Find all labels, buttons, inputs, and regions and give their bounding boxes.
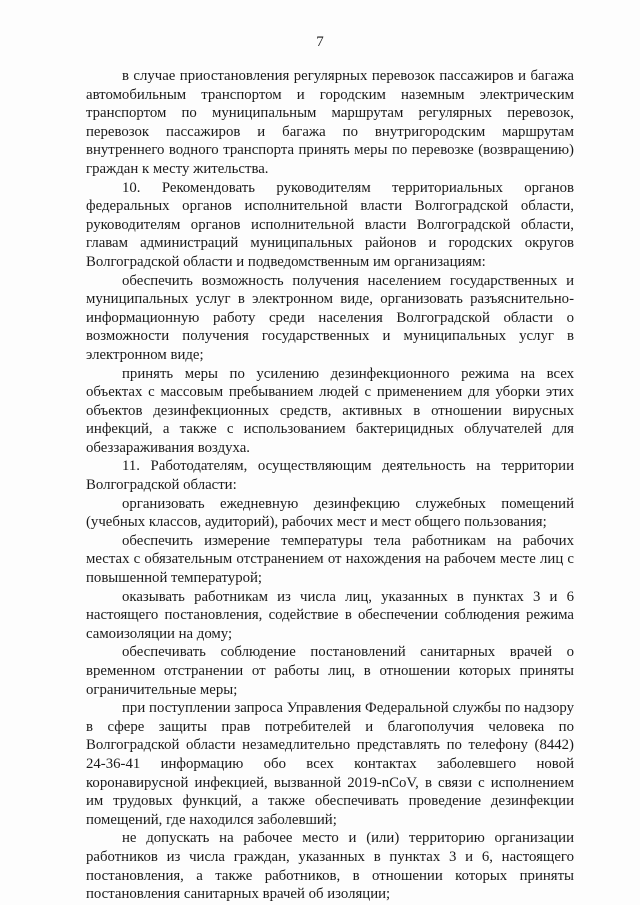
document-body [86,67,574,904]
paragraph-temperature-check: обеспечить измерение температуры тела работникам на рабочих местах с обязательным отстранением от нахождения на рабочем месте лиц с повышенной температурой; [86,532,574,587]
page-number: 7 [316,34,324,50]
paragraph-electronic-services: обеспечить возможность получения населением государственных и муниципальных услуг в электронном виде, организовать разъяснительно-информационную работу среди населения Волгоградской области о возможности получения государственных и муниципальных услуг в электронном виде; [86,272,574,363]
paragraph-disinfection-regime: принять меры по усилению дезинфекционного режима на всех объектах с массовым пребыванием людей с применением для уборки этих объектов дезинфекционных средств, активных в отношении вирусных инфекций, а также с использованием бактерицидных облучателей для обеззараживания воздуха. [86,365,574,456]
paragraph-workplace-access: не допускать на рабочее место и (или) территорию организации работников из числа граждан, указанных в пунктах 3 и 6, настоящего постановления, а также работников, в отношении которых приняты постановления санитарных врачей об изоляции; [86,830,574,903]
paragraph-item-10: 10. Рекомендовать руководителям территориальных органов федеральных органов исполнительной власти Волгоградской области, руководителям органов исполнительной власти Волгоградской области, главам администраций муниципальных районов и городских округов Волгоградской области и подведомственным им организациям: [86,179,574,270]
paragraph-item-11: 11. Работодателям, осуществляющим деятельность на территории Волгоградской области: [86,458,574,494]
paragraph-transport-return: в случае приостановления регулярных перевозок пассажиров и багажа автомобильным транспортом и городским наземным электрическим транспортом по муниципальным маршрутам регулярных перевозок, перевозок пассажиров и багажа по внутригородским маршрутам внутреннего водного транспорта принять меры по перевозке (возвращению) граждан к месту жительства. [86,68,574,177]
paragraph-self-isolation-support: оказывать работникам из числа лиц, указанных в пунктах 3 и 6 настоящего постановления, содействие в обеспечении соблюдения режима самоизоляции на дому; [86,588,574,642]
paragraph-rospotrebnadzor-request: при поступлении запроса Управления Федеральной службы по надзору в сфере защиты прав потребителей и благополучия человека по Волгоградской области незамедлительно представлять по телефону (8442) 24-36-41 информацию обо всех контактах заболевшего новой коронавирусной инфекцией, вызванной 2019-nCoV, в связи с исполнением им трудовых функций, а также обеспечивать проведение дезинфекции помещений, где находился заболевший; [86,700,574,828]
paragraph-daily-disinfection: организовать ежедневную дезинфекцию служебных помещений (учебных классов, аудиторий), рабочих мест и мест общего пользования; [86,495,574,531]
paragraph-sanitary-orders: обеспечивать соблюдение постановлений санитарных врачей о временном отстранении от работы лиц, в отношении которых приняты ограничительные меры; [86,644,574,698]
